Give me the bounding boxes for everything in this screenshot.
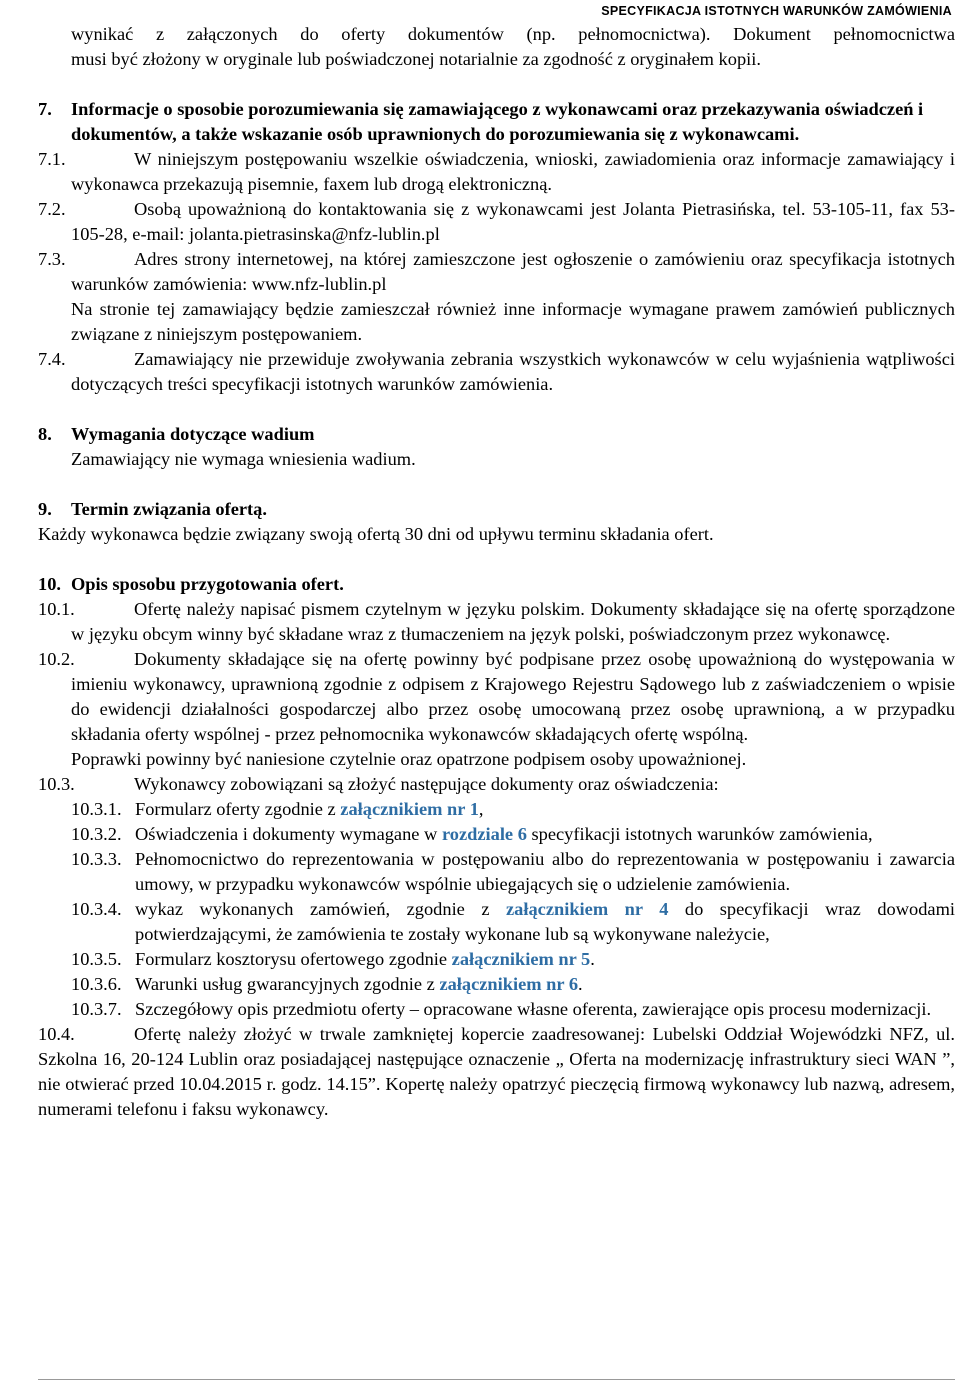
item-text: Warunki usług gwarancyjnych zgodnie z załącznikiem nr 6. bbox=[135, 974, 583, 994]
section-title: Wymagania dotyczące wadium bbox=[71, 424, 315, 444]
item-number: 10.3. bbox=[38, 774, 75, 794]
item-10-1 bbox=[38, 597, 955, 647]
section-8-heading bbox=[38, 422, 955, 447]
attachment-link[interactable]: załącznikiem nr 1 bbox=[340, 799, 479, 819]
section-9-text: Każdy wykonawca będzie związany swoją ofertą 30 dni od upływu terminu składania ofert. bbox=[38, 524, 714, 544]
chapter-link[interactable]: rozdziale 6 bbox=[441, 824, 527, 844]
item-number: 10.2. bbox=[38, 649, 75, 669]
item-number: 10.3.6. bbox=[71, 974, 122, 994]
item-number: 7.1. bbox=[38, 149, 66, 169]
item-text: Adres strony internetowej, na której zamieszczone jest ogłoszenie o zamówieniu oraz specyfikacja istotnych warunków zamówienia: www.nfz-lublin.pl bbox=[71, 249, 955, 294]
item-10-3-4 bbox=[38, 897, 955, 947]
item-10-3-2 bbox=[38, 822, 955, 847]
section-10-heading bbox=[38, 572, 955, 597]
item-text: Oświadczenia i dokumenty wymagane w rozdziale 6 specyfikacji istotnych warunków zamówienia, bbox=[135, 824, 873, 844]
item-10-3-6 bbox=[38, 972, 955, 997]
section-title: Informacje o sposobie porozumiewania się zamawiającego z wykonawcami oraz przekazywania oświadczeń i dokumentów, a także wskazanie osób uprawnionych do porozumiewania się z wykonawcami. bbox=[71, 99, 924, 144]
section-8-text: Zamawiający nie wymaga wniesienia wadium. bbox=[71, 449, 416, 469]
item-text: Osobą upoważnioną do kontaktowania się z wykonawcami jest Jolanta Pietrasińska, tel. 53-105-11, fax 53-105-28, e-mail: jolanta.pietrasinska@nfz-lublin.pl bbox=[71, 199, 955, 244]
section-number: 7. bbox=[38, 99, 52, 119]
item-text: Pełnomocnictwo do reprezentowania w postępowaniu albo do reprezentowania w postępowaniu i zawarcia umowy, w przypadku wykonawców wspólnie ubiegających się o udzielenie zamówienia. bbox=[135, 849, 955, 894]
attachment-link[interactable]: załącznikiem nr 6 bbox=[439, 974, 579, 994]
footer-rule bbox=[38, 1379, 955, 1380]
item-number: 10.1. bbox=[38, 599, 75, 619]
item-10-2-note: Poprawki powinny być naniesione czytelnie oraz opatrzone podpisem osoby upoważnionej. bbox=[71, 749, 747, 769]
item-7-3 bbox=[38, 247, 955, 297]
item-number: 10.3.3. bbox=[71, 849, 122, 869]
item-text: Wykonawcy zobowiązani są złożyć następujące dokumenty oraz oświadczenia: bbox=[134, 774, 719, 794]
item-10-4 bbox=[38, 1022, 955, 1122]
section-title: Opis sposobu przygotowania ofert. bbox=[71, 574, 344, 594]
attachment-link[interactable]: załącznikiem nr 4 bbox=[506, 899, 669, 919]
item-10-2 bbox=[38, 647, 955, 747]
section-7-heading bbox=[38, 97, 955, 147]
section-number: 8. bbox=[38, 424, 52, 444]
item-number: 10.3.7. bbox=[71, 999, 122, 1019]
item-number: 7.4. bbox=[38, 349, 66, 369]
item-text: Szczegółowy opis przedmiotu oferty – opracowane własne oferenta, zawierające opis procesu modernizacji. bbox=[135, 999, 932, 1019]
intro-line-1: wynikać z załączonych do oferty dokumentów (np. pełnomocnictwa). Dokument pełnomocnictwa bbox=[71, 24, 955, 44]
item-7-1 bbox=[38, 147, 955, 197]
document-page bbox=[38, 22, 955, 1122]
item-text: Formularz oferty zgodnie z załącznikiem nr 1, bbox=[135, 799, 484, 819]
item-10-3 bbox=[38, 772, 955, 797]
section-number: 10. bbox=[38, 574, 61, 594]
item-text: W niniejszym postępowaniu wszelkie oświadczenia, wnioski, zawiadomienia oraz informacje zamawiający i wykonawca przekazują pisemnie, faxem lub drogą elektroniczną. bbox=[71, 149, 955, 194]
item-10-3-3 bbox=[38, 847, 955, 897]
attachment-link[interactable]: załącznikiem nr 5 bbox=[451, 949, 591, 969]
item-number: 10.4. bbox=[38, 1024, 75, 1044]
item-text: Dokumenty składające się na ofertę powinny być podpisane przez osobę upoważnioną do występowania w imieniu wykonawcy, uprawnioną zgodnie z odpisem z Krajowego Rejestru Sądowego lub z zaświadczeniem o wpisie do ewidencji działalności gospodarczej albo przez osobę umocowaną przez osobę uprawnioną, a w przypadku składania oferty wspólnej - przez pełnomocnika wykonawców składających ofertę wspólną. bbox=[71, 649, 955, 744]
item-text: wykaz wykonanych zamówień, zgodnie z załącznikiem nr 4 do specyfikacji wraz dowodami potwierdzającymi, że zamówienia te zostały wykonane lub są wykonywane należycie, bbox=[135, 899, 955, 944]
item-10-3-1 bbox=[38, 797, 955, 822]
item-10-3-7 bbox=[38, 997, 955, 1022]
item-7-3-note: Na stronie tej zamawiający będzie zamieszczał również inne informacje wymagane prawem zamówień publicznych związane z niniejszym postępowaniem. bbox=[71, 299, 955, 344]
section-number: 9. bbox=[38, 499, 52, 519]
section-title: Termin związania ofertą. bbox=[71, 499, 267, 519]
running-header: SPECYFIKACJA ISTOTNYCH WARUNKÓW ZAMÓWIENIA bbox=[601, 4, 952, 18]
item-number: 7.3. bbox=[38, 249, 66, 269]
item-number: 7.2. bbox=[38, 199, 66, 219]
item-7-4 bbox=[38, 347, 955, 397]
item-number: 10.3.5. bbox=[71, 949, 122, 969]
intro-line-2: musi być złożony w oryginale lub poświadczonej notarialnie za zgodność z oryginałem kopii. bbox=[71, 49, 761, 69]
section-9-heading bbox=[38, 497, 955, 522]
item-number: 10.3.2. bbox=[71, 824, 122, 844]
item-text: Formularz kosztorysu ofertowego zgodnie załącznikiem nr 5. bbox=[135, 949, 595, 969]
item-10-3-5 bbox=[38, 947, 955, 972]
item-text: Ofertę należy złożyć w trwale zamkniętej kopercie zaadresowanej: Lubelski Oddział Wojewódzki NFZ, ul. Szkolna 16, 20-124 Lublin oraz posiadającej następujące oznaczenie „ Oferta na modernizację infrastruktury sieci WAN ”, nie otwierać przed 10.04.2015 r. godz. 14.15”. Kopertę należy opatrzyć pieczęcią firmową wykonawcy lub nazwą, adresem, numerami telefonu i faksu wykonawcy. bbox=[38, 1024, 955, 1119]
item-number: 10.3.1. bbox=[71, 799, 122, 819]
item-number: 10.3.4. bbox=[71, 899, 122, 919]
item-text: Zamawiający nie przewiduje zwoływania zebrania wszystkich wykonawców w celu wyjaśnienia wątpliwości dotyczących treści specyfikacji istotnych warunków zamówienia. bbox=[71, 349, 955, 394]
item-text: Ofertę należy napisać pismem czytelnym w języku polskim. Dokumenty składające się na ofertę sporządzone w języku obcym winny być składane wraz z tłumaczeniem na język polski, poświadczonym przez wykonawcę. bbox=[71, 599, 955, 644]
item-7-2 bbox=[38, 197, 955, 247]
